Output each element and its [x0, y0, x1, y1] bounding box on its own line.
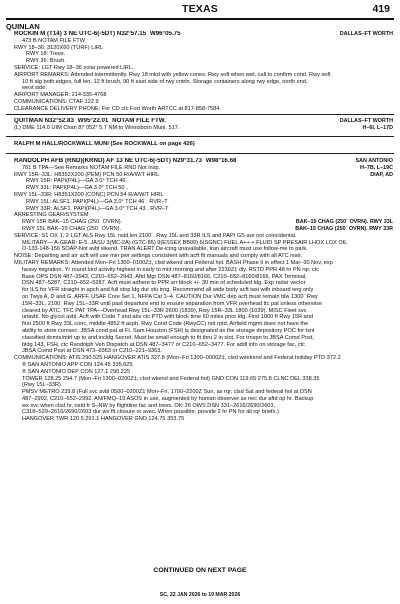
text-line — [14, 294, 393, 301]
line-text: first 2500 ft Rwy 33L conc, middle 4852 ft asph. Rwy Cond Code (RwyCC) not rptd. Airfield mgmt does not have the — [22, 321, 309, 328]
line-text: RWY 15L: ALSF1. PAPI(P4L)—GA 3.0° TCH 46´. RVR–T — [26, 198, 168, 205]
line-text: bldg 143, FSH, ctc Randolph Veh Dispatch at DSN 487–3477 or C210–652–3477. For addl info on storage fac, ctc — [22, 341, 305, 348]
line-text: RWY 36: Brush. — [26, 58, 66, 65]
text-line — [14, 206, 393, 213]
text-line — [14, 355, 393, 362]
header-rule — [6, 18, 394, 20]
text-line — [14, 335, 393, 342]
text-line — [14, 58, 393, 65]
line-text: COMMUNICATIONS: ATIS 290.525 HANGOVER ATIS 327.8 (Mon–Fri 1300–0000Z‡, clsd weekend and Federal holiday PTD 372.2 — [14, 355, 341, 362]
text-line — [14, 301, 393, 308]
text-line — [14, 260, 393, 267]
line-text: JBSA Comd Post at DSN 473–9363 or C210–221–9363. — [22, 348, 162, 355]
text-line — [14, 65, 393, 72]
text-line — [14, 287, 393, 294]
arresting-right: BAK–15 CHAG (250´ OVRN). RWY 33R — [295, 225, 393, 232]
line-text: RWY 33L: PAPI(P4L)—GA 3.0° TCH 50´. — [26, 185, 128, 192]
line-text: RWY 15L–33R: H8351X200 (CONC) PCN 54 R/A/W/T HIRL — [14, 191, 164, 198]
line-text: O-133-148-156 SOAP-Not avbl wkend. TRAN ALERT De-icing unavailable, tran aircraft must use follow-me to park. — [22, 246, 308, 253]
text-line — [14, 253, 393, 260]
line-text: TOWER 128.25 294.7 (Mon–Fri 1300–0200Z‡, clsd wkend and Federal hol) GND CON 119.65 275.8 CLNC DEL 338.35 — [22, 375, 320, 382]
ralph-hall-text: RALPH M HALL/ROCKWALL MUNI (See ROCKWALL on page 426) — [14, 141, 195, 147]
text-line — [14, 409, 393, 416]
text-line — [14, 308, 393, 315]
line-text: PMSV METRO 239.8 (Full svc avbl 0500–0200Z‡ Mon–Fri, 1700–2200Z Sun, as rqr, clsd Sat and federal hol at DSN — [22, 389, 312, 396]
randolph-afb-entry — [14, 158, 393, 423]
text-line — [14, 85, 393, 92]
chart-reference: DALLAS–FT WORTH — [339, 31, 393, 37]
line-text: 761 B TPA—See Remarks NOTAM FILE RND Not insp. — [22, 164, 161, 171]
line-text: MILITARY— A-GEAR: E-5. JASU 3(MC-2A) (GTC-85) 9(ESSEX BB09) 6(SGNC) FUEL A++ + FLUID SP PRESAIR LHOX LOX OIL — [22, 239, 348, 246]
line-text: ® SAN ANTONIO DEP CON 127.1 290.225 — [22, 368, 131, 375]
text-line — [14, 192, 393, 199]
text-line — [14, 369, 393, 376]
rockin-m-entry — [14, 31, 393, 113]
text-line — [14, 172, 393, 179]
line-text: RWY 18: Trees. — [26, 51, 66, 58]
section-rule — [6, 136, 394, 137]
arresting-gear-row — [14, 219, 393, 226]
line-text: RWY 18–36: 3120X60 (TURF) LIRL — [14, 44, 104, 51]
line-text: NOISE: Departing and arr acft will use min pwr settings consistent with acft flt manuals and comply with all ATC instr. — [14, 253, 303, 260]
text-line — [14, 158, 393, 165]
chart-reference: H–7B, L–19C — [360, 164, 393, 171]
city-quinlan: QUINLAN — [6, 22, 40, 31]
line-text: AIRPORT REMARKS: Attended intermittently. Rwy 18 mkd with yellow cones. Rwy soft when wet, call to confirm cond. Rwy soft — [14, 71, 331, 78]
chart-reference: DIAP, AD — [370, 171, 393, 178]
line-text: wx svc when clsd hr, nstd fr S–NW by flightline fac and trees. Ofc 26 OWS DSN 331–2616/2690/2603, — [22, 402, 276, 409]
line-text: 10 ft alg both edges, full len. 12 ft brush, 90 ft east side of rwy cntrln. Storage containers along rwy edge, north end, — [22, 78, 308, 85]
line-text: RWY 15R–33L: H8352X200 (PEM) PCN 50 R/A/W/T HIRL — [14, 171, 160, 178]
line-text: SERVICE: LGT Rwy 18–36 solar powered LIRL. — [14, 64, 134, 71]
line-text: ARRESTING GEAR/SYSTEM — [14, 212, 89, 219]
line-text: ROCKIN M (T14) 3 NE UTC-6(-5DT) N32°57.15´ W96°05.75´ — [14, 31, 183, 37]
line-text: DSN 487–5287, C210–652–5287. Acft must adhere to PPR arr block +/- 30 min of scheduled Idg. Exp radar vector — [22, 280, 306, 287]
arresting-gear-row — [14, 226, 393, 233]
text-line — [14, 233, 393, 240]
text-line — [14, 106, 393, 113]
line-text: on Twys A, D and G. ARFF, USAF Core Set 1, NFPA Cat 1–4. CAUTION Dur VMC dep acft must remain blw 1300´ Rwy — [22, 293, 318, 300]
text-line — [14, 165, 393, 172]
arresting-left: RWY 15L BAK–15 CHAG (250´ OVRN). — [22, 225, 122, 232]
text-line — [14, 403, 393, 410]
line-text: C318–529–2616/2690/2603 dur wx flt closure or avec. When possible, provide 2 hr PN for all rqr briefs.) — [22, 409, 279, 416]
text-line — [14, 376, 393, 383]
line-text: ® SAN ANTONIO APP CON 124.45 335.625 — [22, 361, 133, 368]
text-line — [14, 246, 393, 253]
text-line — [14, 38, 393, 45]
arresting-right: BAK–15 CHAG (250´ OVRN). RWY 33L — [295, 219, 393, 226]
line-text: ability to store comsec. JBSA cond pat at Ft. Sam Houston (FSH) is designated as the storage depository POC for tsnt — [22, 327, 315, 334]
line-text: west side. — [22, 85, 47, 92]
quitman-entry — [14, 118, 393, 132]
text-line — [14, 72, 393, 79]
section-rule — [6, 114, 394, 115]
text-line — [14, 118, 393, 125]
line-text: QUITMAN N32°52.83´ W95°22.01´ NOTAM FILE FTW. — [14, 118, 166, 124]
line-text: RANDOLPH AFB (RND)(KRND) AF 13 NE UTC-6(-5DT) N29°31.73´ W98°16.68´ — [14, 158, 239, 164]
line-text: cleared by ATC. TFC PAT TPA—Overhead Rwy 15L–33R 2600 (1839), Rwy 15R–33L 1800 (1039). MISC Fleet svc — [22, 307, 307, 314]
text-line — [14, 79, 393, 86]
ralph-hall-entry — [14, 141, 195, 147]
line-text: heavy migration. Yr round bird activity highest in early to mid morning and after 2230Z‡ dly. RSTD PPR 48 hr PN rqr, ctc — [22, 266, 320, 273]
line-text: MILITARY REMARKS: Attended Mon–Fri 1300–0100Z‡, clsd wkend and Federal hol. BASH Phase II in effect 1 Mar–30 Nov, exp — [14, 259, 333, 266]
text-line — [14, 199, 393, 206]
text-line — [14, 328, 393, 335]
line-text: AIRPORT MANAGER: 214-335-4768 — [14, 92, 107, 99]
page-number: 419 — [372, 3, 390, 15]
continued-notice: CONTINUED ON NEXT PAGE — [153, 567, 247, 574]
text-line — [14, 362, 393, 369]
text-line — [14, 185, 393, 192]
arresting-left: RWY 15R BAK–15 CHAG (250´ OVRN). — [22, 219, 123, 226]
text-line — [14, 416, 393, 423]
line-text: RWY 15R: PAPI(P4L)—GA 3.0° TCH 46´. — [26, 178, 129, 185]
line-text: SERVICE: S1 OX 1, 2 LGT ALS Rwy 15L nstd len 2100´. Rwy 15L and 33R ILS and PAPI GS are not coincidental. — [14, 232, 297, 239]
line-text: CLEARANCE DELIVERY PHONE: For CD ctc Fort Worth ARTCC at 817-858-7584. — [14, 105, 221, 112]
text-line — [14, 99, 393, 106]
text-line — [14, 125, 393, 132]
text-line — [14, 45, 393, 52]
text-line — [14, 382, 393, 389]
text-line — [14, 274, 393, 281]
line-text: Base OPS DSN 487–2943, C210–652–2943, Aftd Mgr DSN 487–8160/8166, C210–652–8160/8166, PAX Terminal, — [22, 273, 307, 280]
line-text: RWY 33R: ALSF1. PAPI(P4L)—GA 3.0° TCH 43´. RVR–T — [26, 205, 169, 212]
text-line — [14, 240, 393, 247]
line-text: unavbl. No glycol avbl. Acft with Code 7 and abv ctc PTD with block time 60 miles prior ldg. First 1000 ft Rwy 15R and — [22, 314, 314, 321]
text-line — [14, 92, 393, 99]
state-title: TEXAS — [181, 3, 218, 15]
effective-date-footer: SC, 22 JAN 2026 to 19 MAR 2026 — [159, 592, 241, 598]
text-line — [14, 178, 393, 185]
chart-reference: DALLAS–FT WORTH — [339, 118, 393, 124]
line-text: for ILS for VFR straight in apch and full stop ldg dur stu trng. Recommend all wide body acft taxi with inboard eng only — [22, 287, 314, 294]
text-line — [14, 314, 393, 321]
line-text: 473 B NOTAM FILE FTW — [22, 37, 85, 44]
text-line — [14, 342, 393, 349]
text-line — [14, 321, 393, 328]
text-line — [14, 396, 393, 403]
line-text: 15R–33L, 2100´ Rwy 15L–33R until past departure end to ensure separation from VFR overhead ttc pat unless otherwise — [22, 300, 323, 307]
line-text: 487–2992, C210–652–2992. AN/FMQ–19 ASOS in use, augmented by human observer as nec dur aftd op hr. Backup — [22, 395, 314, 402]
text-line — [14, 267, 393, 274]
chart-reference: H–6I, L–17D — [362, 124, 393, 131]
section-rule — [6, 153, 394, 154]
text-line — [14, 280, 393, 287]
text-line — [14, 389, 393, 396]
line-text: COMMUNICATIONS: CTAF 122.9 — [14, 98, 99, 105]
line-text: HANGOVER TWR 120.5 291.1 HANGOVER GND 124.75 353.75 — [22, 416, 185, 423]
chart-reference: SAN ANTONIO — [355, 158, 393, 164]
text-line — [14, 31, 393, 38]
text-line — [14, 348, 393, 355]
line-text: (L) DME 114.0 UIM Chan 87 052° 5.7 NM to Winnsboro Muni. 517. — [14, 124, 180, 131]
line-text: (Rwy 15L–33R) — [22, 382, 61, 389]
text-line — [14, 212, 393, 219]
line-text: classified dcmts/mtrl up to and incldg Secret. Must be small enough to fit thru 2 in slot. For trnspn to JBSA Comd Post, — [22, 334, 314, 341]
text-line — [14, 51, 393, 58]
